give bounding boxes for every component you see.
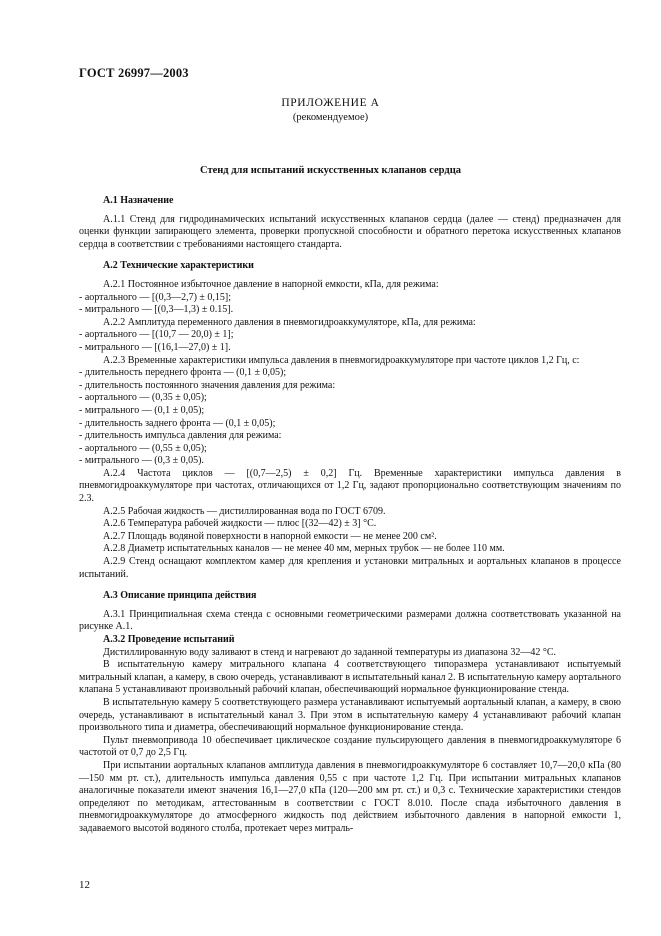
paragraph: Пульт пневмопривода 10 обеспечивает циклическое создание пульсирующего давления в пневмогидроаккумуляторе 6 частотой от 0,7 до 2,5 Гц.: [79, 734, 621, 759]
paragraph: А.2.2 Амплитуда переменного давления в пневмогидроаккумуляторе, кПа, для режима:: [103, 316, 476, 328]
paragraph: А.2.4 Частота циклов — [(0,7—2,5) ± 0,2] Гц. Временные характеристики импульса давления в пневмогидроаккумуляторе при частотах, отличающихся от 1,2 Гц, задают пропорционально соответствующим значениям по 2.3.: [79, 467, 621, 505]
page-number: 12: [79, 879, 90, 891]
paragraph: - митрального — (0,3 ± 0,05).: [79, 455, 204, 467]
paragraph: А.2.8 Диаметр испытательных каналов — не менее 40 мм, мерных трубок — не более 110 мм.: [103, 543, 505, 555]
paragraph: В испытательную камеру митрального клапана 4 соответствующего типоразмера устанавливают испытуемый митральный клапан, а камеру, в свою очередь, устанавливают в испытательный канал 2. В испытательную камеру аортального клапана 5 устанавливают произвольный рабочий клапан, обеспечивающий нормальное функционирование стенда.: [79, 659, 621, 696]
paragraph: - длительность импульса давления для режима:: [79, 430, 282, 442]
document-header: ГОСТ 26997—2003: [79, 66, 189, 80]
paragraph: - аортального — (0,55 ± 0,05);: [79, 442, 207, 454]
paragraph: А.2 Технические характеристики: [103, 260, 254, 272]
paragraph: При испытании аортальных клапанов амплитуда давления в пневмогидроаккумуляторе 6 составляет 10,7—20,0 кПа (80—150 мм рт. ст.), длительность импульса давления 0,55 с при частоте 1,2 Гц. При испытании митральных клапанов аналогичные показатели имеют значения 16,1—27,0 кПа (120—200 мм рт. ст.) и 0,3 с. Технические характеристики стендов определяют по методикам, аттестованным в соответствии с ГОСТ 8.010. После спада избыточного давления в пневмогидроаккумуляторе до атмосферного жидкость под действием избыточного давления в напорной емкости 1, задаваемого высотой водяного столба, протекает через митраль-: [79, 759, 621, 834]
paragraph: - длительность постоянного значения давления для режима:: [79, 379, 336, 391]
body-text: [79, 186, 621, 836]
appendix-subtitle: (рекомендуемое): [292, 112, 369, 123]
appendix-title: ПРИЛОЖЕНИЕ А: [281, 97, 380, 109]
paragraph: А.3 Описание принципа действия: [103, 590, 257, 602]
paragraph: А.2.6 Температура рабочей жидкости — плюс [(32—42) ± 3] °С.: [103, 518, 377, 530]
paragraph: А.2.5 Рабочая жидкость — дистиллированная вода по ГОСТ 6709.: [103, 505, 386, 517]
paragraph: А.2.7 Площадь водяной поверхности в напорной емкости — не менее 200 см².: [103, 530, 437, 542]
paragraph: А.2.9 Стенд оснащают комплектом камер для крепления и установки митральных и аортальных клапанов в процессе испытаний.: [79, 556, 621, 580]
main-title: Стенд для испытаний искусственных клапанов сердца: [200, 165, 461, 176]
paragraph: А.2.3 Временные характеристики импульса давления в пневмогидроаккумуляторе при частоте циклов 1,2 Гц, с:: [103, 354, 580, 366]
paragraph: - длительность заднего фронта — (0,1 ± 0,05);: [79, 417, 276, 429]
paragraph: - аортального — [(0,3—2,7) ± 0,15];: [79, 291, 231, 303]
paragraph: - аортального — (0,35 ± 0,05);: [79, 392, 207, 404]
paragraph: - митрального — (0,1 ± 0,05);: [79, 404, 205, 416]
paragraph: - митрального — [(16,1—27,0) ± 1].: [79, 341, 231, 353]
paragraph: - длительность переднего фронта — (0,1 ± 0,05);: [79, 367, 287, 379]
paragraph: В испытательную камеру 5 соответствующего размера устанавливают испытуемый аортальный клапан, а камеру, в свою очередь, устанавливают в испытательный канал 3. При этом в испытательную камеру 4 устанавливают рабочий клапан произвольного типа и диаметра, обеспечивающий нормальное функционирование стенда.: [79, 696, 621, 734]
paragraph: А.1.1 Стенд для гидродинамических испытаний искусственных клапанов сердца (далее — стенд) предназначен для оценки функции запирающего элемента, проверки пропускной способности и обратного перетока искусственных клапанов сердца в соответствии с требованиями настоящего стандарта.: [79, 213, 621, 250]
paragraph: - аортального — [(10,7 — 20,0) ± 1];: [79, 329, 234, 341]
paragraph: А.3.2 Проведение испытаний: [103, 634, 235, 645]
paragraph: А.2.1 Постоянное избыточное давление в напорной емкости, кПа, для режима:: [103, 278, 439, 290]
paragraph: Дистиллированную воду заливают в стенд и нагревают до заданной температуры из диапазона 32—42 °С.: [103, 646, 557, 658]
paragraph: А.1 Назначение: [103, 195, 174, 206]
paragraph: - митрального — [(0,3—1,3) ± 0.15].: [79, 304, 234, 316]
paragraph: А.3.1 Принципиальная схема стенда с основными геометрическими размерами должна соответствовать указанной на рисунке А.1.: [79, 608, 621, 633]
